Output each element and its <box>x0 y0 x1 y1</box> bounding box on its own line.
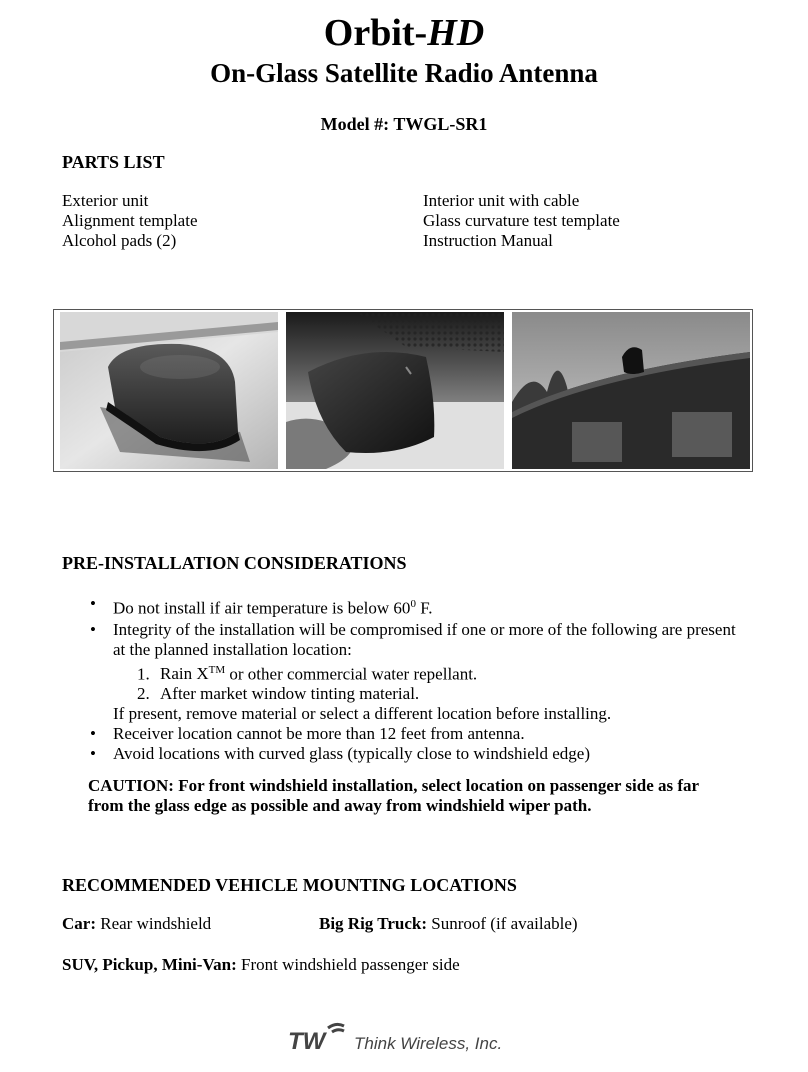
caution-line: CAUTION: For front windshield installation, select location on passenger side as far <box>88 776 700 795</box>
bullet-text: Receiver location cannot be more than 12 feet from antenna. <box>113 724 525 744</box>
truck-label: Big Rig Truck: <box>319 914 427 933</box>
list-item: Interior unit with cable <box>423 191 580 210</box>
parts-list-right <box>423 191 620 251</box>
vehicle-mounted-image <box>512 312 750 469</box>
photo-interior-unit <box>286 312 504 469</box>
bullet-icon: • <box>90 724 96 744</box>
sub-list-item <box>113 684 773 704</box>
truck-value: Sunroof (if available) <box>427 914 578 933</box>
list-item: Instruction Manual <box>423 231 553 250</box>
car-label: Car: <box>62 914 96 933</box>
list-item <box>90 744 773 764</box>
sub-text: After market window tinting material. <box>160 684 420 704</box>
sub-number: 2. <box>137 684 150 704</box>
list-item: Glass curvature test template <box>423 211 620 230</box>
pre-install-heading: PRE-INSTALLATION CONSIDERATIONS <box>62 553 407 573</box>
bullet-text: Avoid locations with curved glass (typically close to windshield edge) <box>113 744 590 764</box>
list-item: Alignment template <box>62 211 198 230</box>
model-number: Model #: TWGL-SR1 <box>320 114 488 134</box>
list-item <box>90 594 773 619</box>
if-present-note: If present, remove material or select a different location before installing. <box>113 704 612 724</box>
bullet-tail: F. <box>415 598 433 618</box>
suv-label: SUV, Pickup, Mini-Van: <box>62 955 237 974</box>
bullet-icon: • <box>90 594 96 613</box>
list-item <box>90 619 773 660</box>
company-logo <box>288 1018 528 1058</box>
photo-exterior-unit <box>60 312 278 469</box>
logo-mark: TW <box>288 1028 326 1055</box>
bullet-icon: • <box>90 744 96 764</box>
list-item: Alcohol pads (2) <box>62 231 177 250</box>
caution-line: from the glass edge as possible and away from windshield wiper path. <box>88 796 592 815</box>
sub-text: Rain X <box>160 664 209 684</box>
caution-note <box>88 776 699 816</box>
mounting-suv <box>62 955 460 975</box>
sub-number: 1. <box>137 664 150 684</box>
mounting-truck <box>319 914 578 934</box>
parts-list-heading: PARTS LIST <box>62 152 165 172</box>
car-value: Rear windshield <box>95 914 212 933</box>
sub-tail: or other commercial water repellant. <box>225 664 478 684</box>
mounting-car <box>62 914 211 934</box>
title-suffix: HD <box>427 12 485 54</box>
product-photos <box>53 309 753 472</box>
sub-list-item <box>113 660 773 685</box>
photo-vehicle-mounted <box>512 312 750 469</box>
exterior-unit-image <box>60 312 278 469</box>
pre-install-list <box>90 594 773 764</box>
page-title <box>0 10 808 56</box>
title-prefix: Orbit- <box>323 12 428 54</box>
page-subtitle: On-Glass Satellite Radio Antenna <box>210 58 598 88</box>
bullet-text: Do not install if air temperature is below 60 <box>113 598 411 618</box>
bullet-icon: • <box>90 619 96 639</box>
degree-superscript: 0 <box>410 598 416 610</box>
company-name: Think Wireless, Inc. <box>354 1034 503 1053</box>
bullet-text: Integrity of the installation will be compromised if one or more of the following are present <box>113 619 736 639</box>
bullet-text: at the planned installation location: <box>113 639 352 659</box>
parts-list-left <box>62 191 198 251</box>
list-item: Exterior unit <box>62 191 149 210</box>
mounting-heading: RECOMMENDED VEHICLE MOUNTING LOCATIONS <box>62 875 517 895</box>
interior-unit-image <box>286 312 504 469</box>
list-item <box>90 724 773 744</box>
trademark-superscript: TM <box>208 663 226 676</box>
suv-value: Front windshield passenger side <box>236 955 460 974</box>
